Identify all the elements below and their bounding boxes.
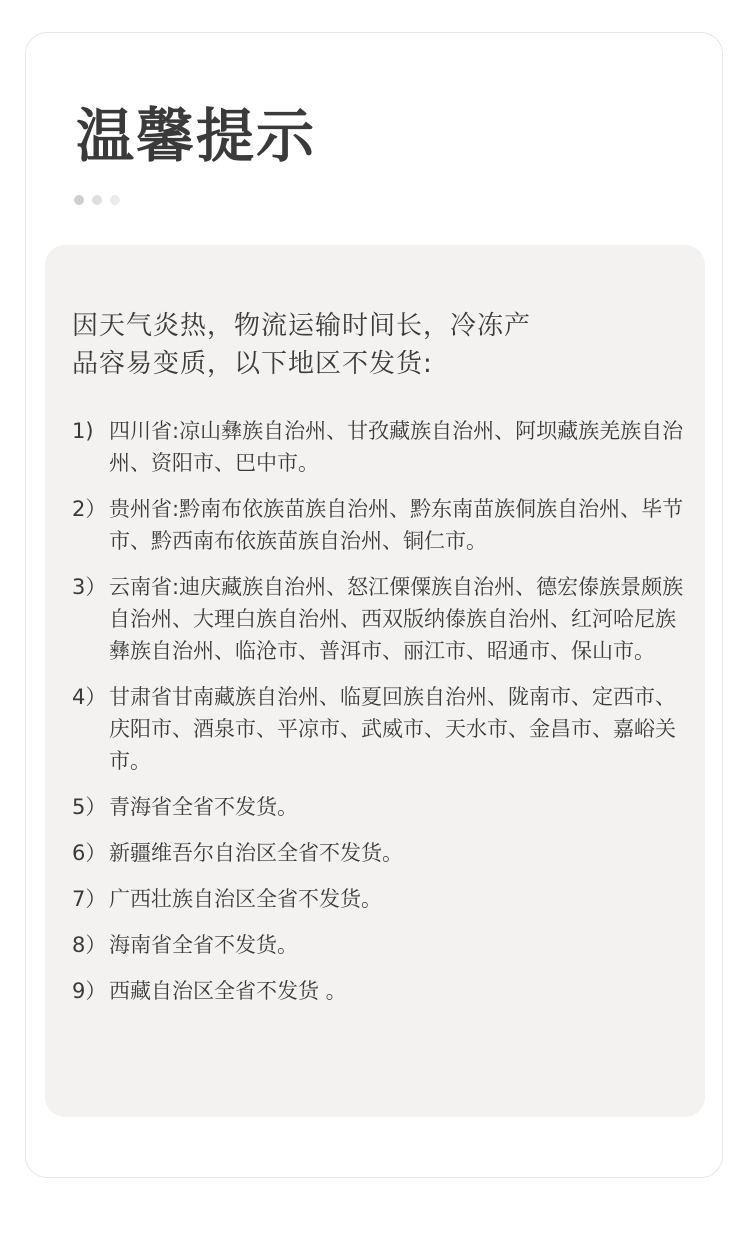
- item-number: 5）: [72, 795, 107, 819]
- item-text: 海南省全省不发货。: [109, 933, 298, 957]
- item-text: 西藏自治区全省不发货 。: [109, 979, 347, 1003]
- list-item: [72, 883, 692, 915]
- list-item: [72, 493, 692, 557]
- page-title: 温馨提示: [76, 102, 317, 170]
- list-item: [72, 571, 692, 667]
- item-number: 3）: [72, 575, 107, 599]
- notice-card: [25, 32, 723, 1178]
- item-text: 青海省全省不发货。: [109, 795, 298, 819]
- item-text: 云南省:迪庆藏族自治州、怒江傈僳族自治州、德宏傣族景颇族自治州、大理白族自治州、西双版纳傣族自治州、红河哈尼族彝族自治州、临沧市、普洱市、丽江市、昭通市、保山市。: [109, 575, 684, 663]
- dot-indicator: [92, 195, 102, 205]
- item-number: 6）: [72, 841, 107, 865]
- item-text: 广西壮族自治区全省不发货。: [109, 887, 382, 911]
- item-number: 4）: [72, 685, 107, 709]
- item-text: 新疆维吾尔自治区全省不发货。: [109, 841, 403, 865]
- item-text: 贵州省:黔南布依族苗族自治州、黔东南苗族侗族自治州、毕节市、黔西南布依族苗族自治州、铜仁市。: [109, 497, 684, 553]
- notice-panel: [45, 245, 705, 1117]
- region-list: [72, 415, 692, 1021]
- item-number: 2）: [72, 497, 107, 521]
- item-number: 8）: [72, 933, 107, 957]
- notice-intro: 因天气炎热，物流运输时间长，冷冻产品容易变质，以下地区不发货:: [72, 311, 532, 379]
- dot-indicator: [74, 195, 84, 205]
- item-number: 9）: [72, 979, 107, 1003]
- list-item: [72, 681, 692, 777]
- item-number: 7）: [72, 887, 107, 911]
- item-text: 四川省:凉山彝族自治州、甘孜藏族自治州、阿坝藏族羌族自治州、资阳市、巴中市。: [109, 419, 684, 475]
- item-number: 1): [72, 419, 94, 443]
- item-text: 甘肃省甘南藏族自治州、临夏回族自治州、陇南市、定西市、庆阳市、酒泉市、平凉市、武威市、天水市、金昌市、嘉峪关市。: [109, 685, 676, 773]
- list-item: [72, 975, 692, 1007]
- list-item: [72, 929, 692, 961]
- list-item: [72, 837, 692, 869]
- dot-indicator: [110, 195, 120, 205]
- list-item: [72, 415, 692, 479]
- list-item: [72, 791, 692, 823]
- pagination-dots: [74, 195, 120, 205]
